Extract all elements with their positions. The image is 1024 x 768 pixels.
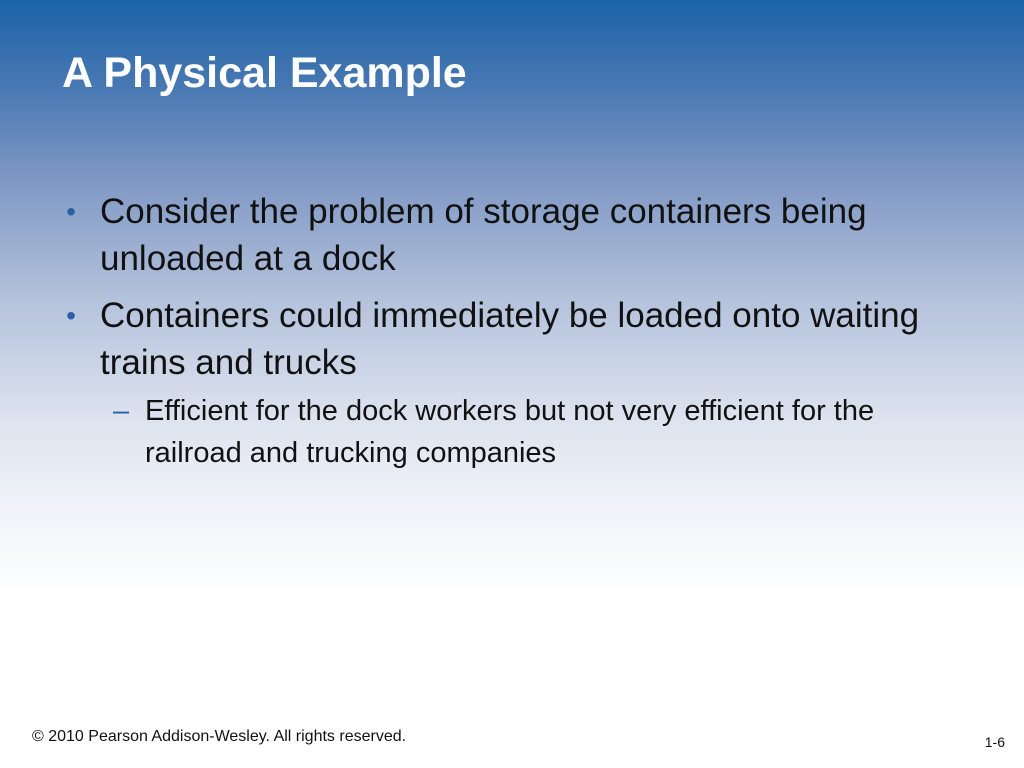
bullet-text: Containers could immediately be loaded onto waiting trains and trucks (100, 296, 920, 382)
bullet-item (60, 292, 960, 386)
bullet-item (60, 188, 960, 282)
slide-content (60, 188, 960, 474)
sub-bullet-text: Efficient for the dock workers but not very efficient for the railroad and trucking companies (145, 395, 875, 469)
bullet-marker-icon: • (66, 300, 76, 331)
bullet-text: Consider the problem of storage containers being unloaded at a dock (100, 192, 867, 278)
dash-marker-icon: – (113, 395, 130, 427)
copyright-notice: © 2010 Pearson Addison-Wesley. All rights reserved. (32, 728, 407, 745)
slide-title: A Physical Example (62, 49, 467, 97)
bullet-marker-icon: • (66, 196, 76, 227)
page-number: 1-6 (984, 734, 1005, 750)
sub-bullet-item (60, 390, 945, 474)
